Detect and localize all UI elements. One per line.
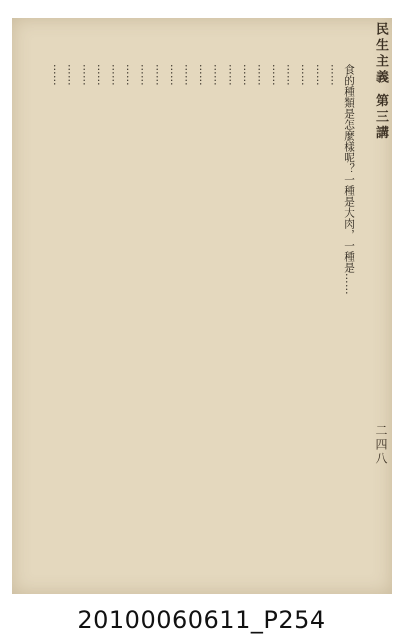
text-column: …… (284, 64, 297, 86)
text-column: …… (226, 64, 239, 86)
text-column: …… (313, 64, 326, 86)
text-column: …… (94, 64, 107, 86)
text-column: …… (109, 64, 122, 86)
running-header: 民生主義 第三講 (373, 22, 388, 142)
book-page (12, 18, 392, 594)
text-column: …… (153, 64, 166, 86)
text-column: …… (124, 64, 137, 86)
body-text (40, 64, 356, 572)
text-column: …… (270, 64, 283, 86)
text-column: …… (182, 64, 195, 86)
text-column: …… (51, 64, 64, 86)
text-column: …… (167, 64, 180, 86)
text-column: …… (255, 64, 268, 86)
text-column: …… (240, 64, 253, 86)
text-column: …… (211, 64, 224, 86)
archive-id-caption: 20100060611_P254 (77, 606, 326, 634)
text-column: …… (197, 64, 210, 86)
text-column: …… (80, 64, 93, 86)
text-column: …… (328, 64, 341, 86)
text-column: 食的種類是怎麼樣呢？一種是大肉，一種是…… (343, 64, 355, 295)
page-number: 二四八 (374, 424, 388, 466)
text-column: …… (138, 64, 151, 86)
text-column: …… (65, 64, 78, 86)
text-column: …… (299, 64, 312, 86)
